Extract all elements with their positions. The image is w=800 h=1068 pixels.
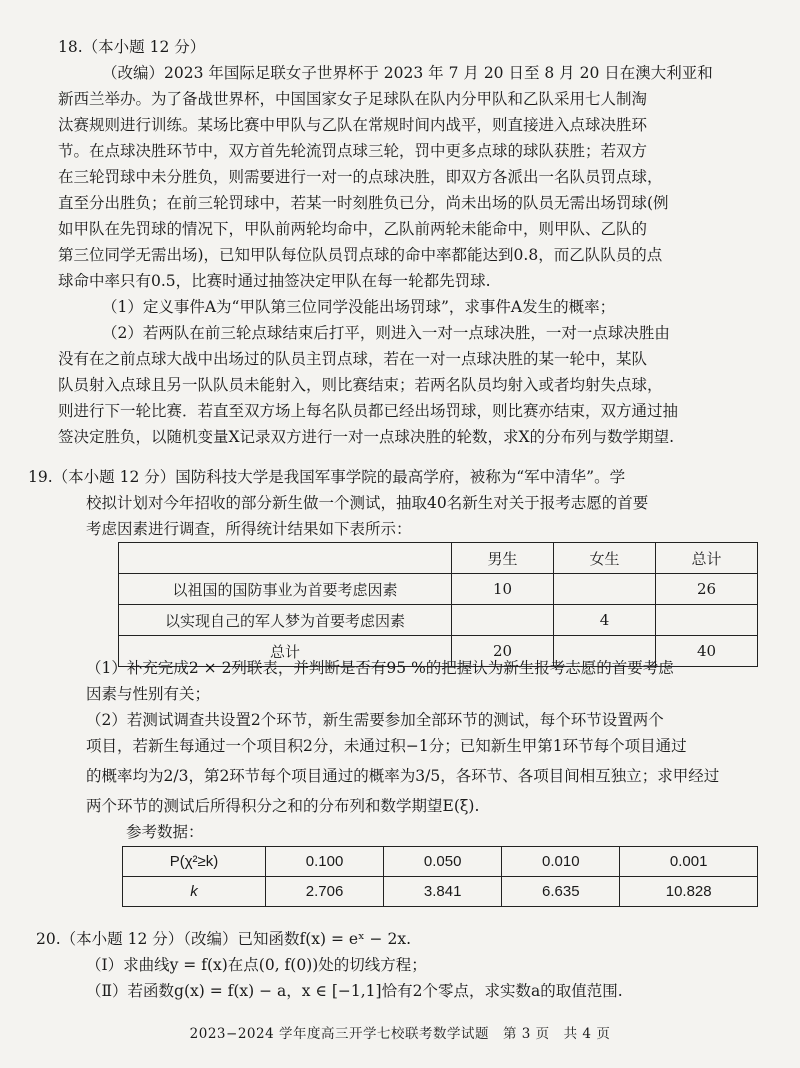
q18-text-line: 节。在点球决胜环节中，双方首先轮流罚点球三轮，罚中更多点球的球队获胜；若双方 [58,142,648,160]
table-row [123,877,758,907]
table-cell [452,605,554,636]
q18-text-line: 在三轮罚球中未分胜负，则需要进行一对一的点球决胜，即双方各派出一名队员罚点球， [58,168,663,186]
table-cell: 以祖国的国防事业为首要考虑因素 [119,574,452,605]
contingency-table [118,542,758,667]
table-row [123,847,758,877]
table-cell: 10.828 [620,877,758,907]
q18-text-line: 球命中率只有0.5，比赛时通过抽签决定甲队在每一轮都先罚球. [58,272,491,290]
question-20 [36,926,766,1004]
q18-text-line: 如甲队在先罚球的情况下，甲队前两轮均命中，乙队前两轮未能命中，则甲队、乙队的 [58,220,648,238]
reference-table [122,846,758,907]
table-cell: 3.841 [384,877,502,907]
table-cell [119,543,452,574]
table-row [119,574,758,605]
table-header-total: 总计 [656,543,758,574]
q18-header: 18.（本小题 12 分） [58,38,206,56]
q20-part-2: （Ⅱ）若函数g(x) = f(x) − a，x ∈ [−1,1]恰有2个零点，求实数a的取值范围. [86,982,623,1000]
table-cell: 0.001 [620,847,758,877]
question-19-parts [86,655,766,845]
q19-part-2: （2）若测试调查共设置2个环节，新生需要参加全部环节的测试，每个环节设置两个 [86,711,664,729]
table-cell: 26 [656,574,758,605]
q19-part-1: （1）补充完成2 × 2列联表，并判断是否有95 %的把握认为新生报考志愿的首要考虑 [86,659,674,677]
table-cell [554,574,656,605]
q18-text-line: 直至分出胜负；在前三轮罚球中，若某一时刻胜负已分，尚未出场的队员无需出场罚球(例 [58,194,669,212]
table-cell: 0.010 [502,847,620,877]
q19-text-line: 的概率均为2/3，第2环节每个项目通过的概率为3/5，各环节、各项目间相互独立；求甲经过 [86,767,720,785]
table-header-male: 男生 [452,543,554,574]
table-cell: 以实现自己的军人梦为首要考虑因素 [119,605,452,636]
page-footer: 2023−2024 学年度高三开学七校联考数学试题 第 3 页 共 4 页 [189,1026,611,1042]
q19-text-line: 项目，若新生每通过一个项目积2分，未通过积−1分；已知新生甲第1环节每个项目通过 [86,737,687,755]
table-cell: 40 [656,636,758,667]
table-header-female: 女生 [554,543,656,574]
table-cell: 0.100 [266,847,384,877]
question-19 [28,464,762,542]
q19-text-line: 两个环节的测试后所得积分之和的分布列和数学期望E(ξ). [86,797,480,815]
table-cell [656,605,758,636]
q19-text-line: 校拟计划对今年招收的部分新生做一个测试，抽取40名新生对关于报考志愿的首要 [86,494,649,512]
table-cell: 6.635 [502,877,620,907]
q19-text-line: 因素与性别有关； [86,685,211,703]
q18-part-2: （2）若两队在前三轮点球结束后打平，则进入一对一点球决胜，一对一点球决胜由 [102,324,670,342]
table-cell: 20 [452,636,554,667]
q18-part-1: （1）定义事件A为“甲队第三位同学没能出场罚球”，求事件A发生的概率； [102,298,616,316]
q20-part-1: （Ⅰ）求曲线y = f(x)在点(0, f(0))处的切线方程； [86,956,427,974]
table-cell: 4 [554,605,656,636]
table-cell: 0.050 [384,847,502,877]
q19-header: 19.（本小题 12 分）国防科技大学是我国军事学院的最高学府，被称为“军中清华”。学 [28,468,626,486]
reference-data-label: 参考数据： [126,823,204,841]
table-cell: k [123,877,266,907]
q18-text-line: 队员射入点球且另一队队员未能射入，则比赛结束；若两名队员均射入或者均射失点球， [58,376,663,394]
table-cell: P(χ²≥k) [123,847,266,877]
q18-text-line: （改编）2023 年国际足联女子世界杯于 2023 年 7 月 20 日至 8 月 20 日在澳大利亚和 [102,64,713,82]
q18-text-line: 汰赛规则进行训练。某场比赛中甲队与乙队在常规时间内战平，则直接进入点球决胜环 [58,116,648,134]
q18-text-line: 第三位同学无需出场)，已知甲队每位队员罚点球的命中率都能达到0.8，而乙队队员的点 [58,246,663,264]
table-cell: 总计 [119,636,452,667]
q19-text-line: 考虑因素进行调查，所得统计结果如下表所示： [86,520,412,538]
q18-text-line: 签决定胜负，以随机变量X记录双方进行一对一点球决胜的轮数，求X的分布列与数学期望. [58,428,674,446]
q18-text-line: 没有在之前点球大战中出场过的队员主罚点球，若在一对一点球决胜的某一轮中，某队 [58,350,648,368]
q18-text-line: 则进行下一轮比赛．若直至双方场上每名队员都已经出场罚球，则比赛亦结束，双方通过抽 [58,402,679,420]
table-cell: 2.706 [266,877,384,907]
table-row [119,605,758,636]
q18-text-line: 新西兰举办。为了备战世界杯，中国国家女子足球队在队内分甲队和乙队采用七人制淘 [58,90,648,108]
table-header-row [119,543,758,574]
q20-header: 20.（本小题 12 分）（改编）已知函数f(x) = eˣ − 2x. [36,930,412,948]
question-18 [58,34,758,450]
table-cell: 10 [452,574,554,605]
